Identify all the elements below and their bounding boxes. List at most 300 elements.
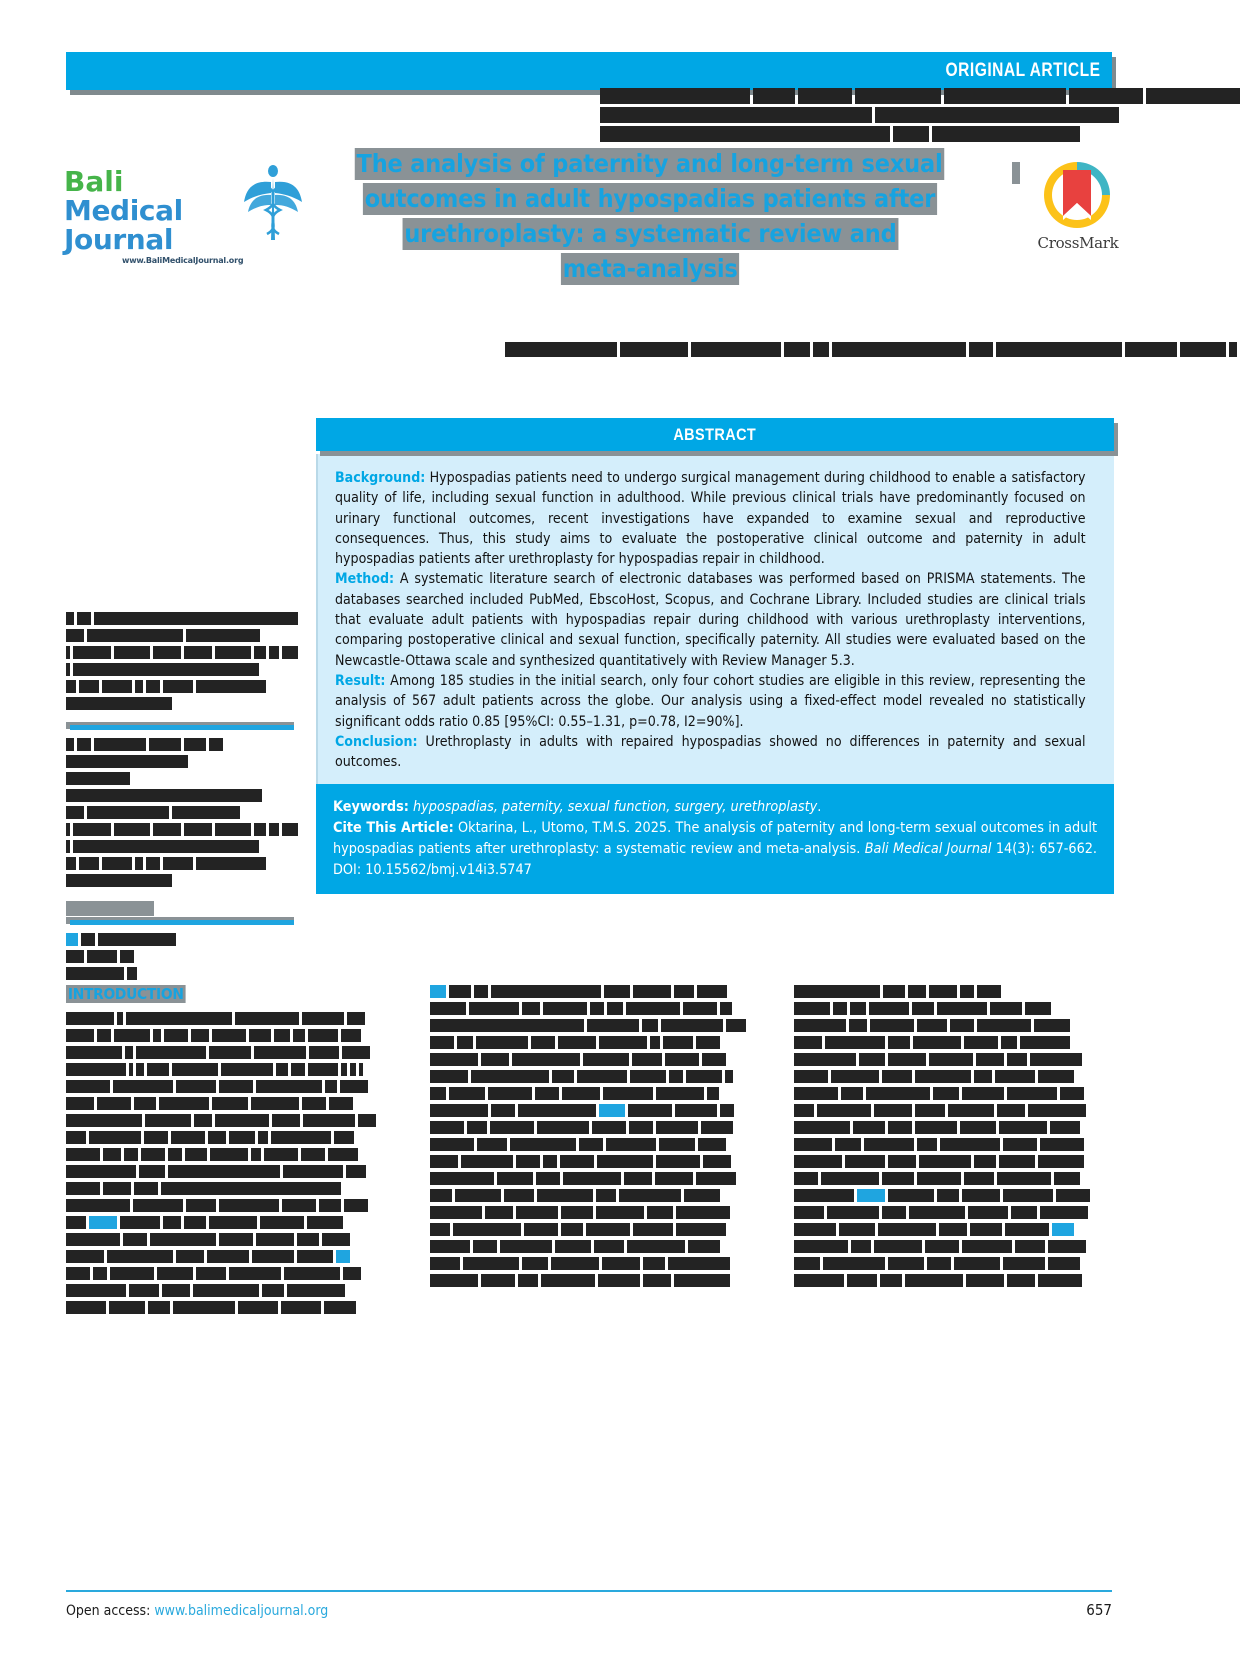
redacted-text-line [66, 1216, 386, 1229]
redacted-text-run [794, 1053, 856, 1066]
redacted-text-run [66, 806, 84, 819]
redacted-text-line [794, 1087, 1114, 1100]
redacted-text-run [254, 1046, 306, 1059]
redacted-text-line [66, 1131, 386, 1144]
redacted-text-run [284, 1267, 340, 1280]
redacted-text-run [869, 1002, 909, 1015]
redacted-text-run [647, 1206, 673, 1219]
abstract-conclusion-label: Conclusion: [335, 733, 418, 750]
author-list-redacted [505, 342, 905, 360]
redacted-text-run [73, 823, 111, 836]
redacted-text-line [794, 1274, 1114, 1287]
logo-url-text: www.BaliMedicalJournal.org [122, 255, 244, 265]
redacted-text-run [794, 1019, 846, 1032]
redacted-text-run [172, 806, 240, 819]
redacted-text-run [319, 1199, 341, 1212]
redacted-text-run [661, 1019, 723, 1032]
redacted-text-run [430, 1070, 468, 1083]
redacted-text-run [794, 1002, 830, 1015]
redacted-text-run [674, 1274, 730, 1287]
redacted-text-run [229, 1267, 281, 1280]
redacted-text-run [430, 1257, 460, 1270]
logo-word-medical-journal: Medical Journal [64, 194, 183, 257]
redacted-text-run [249, 1029, 271, 1042]
redacted-text-run [600, 107, 872, 123]
redacted-text-run [882, 1206, 906, 1219]
redacted-text-run [194, 1114, 212, 1127]
redacted-text-run [964, 1036, 998, 1049]
redacted-text-run [794, 1189, 854, 1202]
redacted-text-run [794, 985, 880, 998]
redacted-text-run [665, 1053, 699, 1066]
redacted-text-run [329, 1097, 353, 1110]
redacted-text-run [702, 1053, 726, 1066]
redacted-text-run [794, 1104, 814, 1117]
keywords-trailing: . [817, 799, 822, 816]
redacted-text-line [430, 1019, 750, 1032]
redacted-text-run [888, 1121, 912, 1134]
redacted-text-run [309, 1046, 339, 1059]
redacted-text-run [864, 1138, 914, 1151]
redacted-text-run [590, 1002, 604, 1015]
redacted-text-run [186, 629, 260, 642]
redacted-text-line [794, 1172, 1114, 1185]
open-access-line [66, 1603, 328, 1619]
redacted-text-run [150, 1233, 216, 1246]
redacted-text-run [209, 1046, 251, 1059]
redacted-text-run [962, 1087, 1004, 1100]
redacted-text-run [915, 1104, 945, 1117]
redacted-text-run [307, 1216, 343, 1229]
redacted-text-run [87, 629, 183, 642]
redacted-text-run [624, 1172, 652, 1185]
redacted-text-run [272, 1114, 300, 1127]
redacted-text-run [845, 1155, 885, 1168]
redacted-text-run [510, 1138, 576, 1151]
redacted-text-run [66, 1097, 94, 1110]
redacted-text-line [430, 1053, 750, 1066]
redacted-text-run [794, 1138, 832, 1151]
redacted-text-run [839, 1223, 875, 1236]
redacted-text-run [430, 1172, 494, 1185]
redacted-text-run [940, 1138, 1000, 1151]
redacted-text-line [430, 1138, 750, 1151]
redacted-text-run [874, 1240, 922, 1253]
redacted-text-run [87, 950, 117, 963]
redacted-text-line [430, 1240, 750, 1253]
redacted-text-run [970, 1223, 1002, 1236]
redacted-text-run [698, 1138, 726, 1151]
redacted-text-run [322, 1233, 350, 1246]
redacted-text-run [541, 1274, 595, 1287]
redacted-text-run [628, 1104, 672, 1117]
redacted-text-run [66, 1199, 130, 1212]
redacted-text-run [89, 1216, 117, 1229]
redacted-text-line [66, 874, 294, 887]
redacted-text-run [850, 1002, 866, 1015]
redacted-text-line [66, 663, 294, 676]
redacted-text-run [134, 1182, 158, 1195]
redacted-text-run [703, 1155, 731, 1168]
redacted-text-run [157, 1267, 193, 1280]
redacted-text-run [960, 1121, 996, 1134]
redacted-text-run [238, 1301, 278, 1314]
redacted-text-run [966, 1274, 1004, 1287]
redacted-text-run [831, 1070, 879, 1083]
redacted-text-run [1007, 1274, 1035, 1287]
redacted-text-run [344, 1199, 368, 1212]
redacted-text-run [500, 1240, 552, 1253]
redacted-text-run [481, 1053, 509, 1066]
redacted-text-run [184, 823, 212, 836]
redacted-text-run [66, 738, 74, 751]
redacted-text-run [149, 738, 181, 751]
open-access-label: Open access: [66, 1603, 151, 1619]
redacted-text-run [123, 1233, 147, 1246]
redacted-text-run [586, 1223, 630, 1236]
page-number: 657 [1086, 1601, 1112, 1619]
logo-word-bali: Bali [64, 165, 124, 198]
redacted-text-run [537, 1189, 593, 1202]
redacted-text-run [893, 126, 929, 142]
redacted-text-line [66, 967, 294, 980]
redacted-text-run [833, 1002, 847, 1015]
redacted-text-line [794, 1257, 1114, 1270]
redacted-text-run [282, 823, 298, 836]
redacted-text-run [235, 1012, 299, 1025]
redacted-text-run [147, 1063, 169, 1076]
redacted-text-run [909, 1206, 965, 1219]
redacted-text-run [209, 1216, 257, 1229]
redacted-text-run [1015, 1240, 1045, 1253]
redacted-text-run [725, 1070, 733, 1083]
redacted-text-run [488, 1087, 532, 1100]
abstract-body [316, 454, 1114, 784]
redacted-text-run [512, 1053, 580, 1066]
redacted-text-run [491, 985, 601, 998]
redacted-text-line [600, 107, 1114, 123]
redacted-text-run [794, 1155, 842, 1168]
redacted-text-run [827, 1206, 879, 1219]
redacted-text-run [587, 1019, 639, 1032]
introduction-heading: INTRODUCTION [67, 985, 184, 1003]
redacted-text-run [847, 1274, 877, 1287]
redacted-text-run [196, 857, 266, 870]
redacted-text-run [1030, 1053, 1082, 1066]
redacted-text-run [696, 1036, 720, 1049]
redacted-text-run [794, 1274, 844, 1287]
redacted-text-run [855, 88, 941, 104]
redacted-text-run [813, 342, 829, 357]
abstract-header-bar [316, 418, 1114, 451]
redacted-text-line [430, 985, 750, 998]
redacted-text-line [430, 1257, 750, 1270]
redacted-text-run [691, 342, 781, 357]
redacted-text-run [334, 1131, 354, 1144]
redacted-text-run [600, 126, 890, 142]
redacted-text-run [229, 1131, 255, 1144]
redacted-text-run [114, 646, 150, 659]
redacted-text-run [870, 1019, 914, 1032]
redacted-text-run [66, 1182, 100, 1195]
redacted-text-run [430, 1019, 584, 1032]
redacted-text-line [66, 697, 294, 710]
keywords-label: Keywords: [333, 799, 409, 816]
redacted-text-run [256, 1233, 294, 1246]
redacted-text-run [821, 1172, 879, 1185]
redacted-text-run [159, 1097, 209, 1110]
redacted-text-run [258, 1131, 268, 1144]
redacted-text-run [583, 1053, 629, 1066]
redacted-text-run [139, 1165, 165, 1178]
redacted-text-run [977, 985, 1001, 998]
redacted-text-run [127, 967, 137, 980]
redacted-text-run [107, 1250, 173, 1263]
redacted-text-run [1003, 1257, 1045, 1270]
redacted-text-line [430, 1206, 750, 1219]
redacted-text-run [688, 1240, 720, 1253]
redacted-text-run [633, 1223, 673, 1236]
redacted-text-line [66, 806, 294, 819]
redacted-text-line [66, 1233, 386, 1246]
redacted-text-run [282, 646, 298, 659]
redacted-text-line [66, 1199, 386, 1212]
redacted-text-run [626, 1002, 680, 1015]
redacted-text-run [1038, 1274, 1082, 1287]
redacted-text-run [505, 342, 617, 357]
redacted-text-run [474, 985, 488, 998]
redacted-text-run [196, 1267, 226, 1280]
redacted-text-line [794, 1223, 1114, 1236]
redacted-text-run [659, 1138, 695, 1151]
redacted-text-run [619, 1189, 681, 1202]
redacted-text-run [308, 1063, 338, 1076]
redacted-text-run [342, 1046, 370, 1059]
redacted-text-run [875, 107, 1119, 123]
redacted-text-run [297, 1250, 333, 1263]
redacted-text-line [794, 1053, 1114, 1066]
redacted-text-run [841, 1087, 863, 1100]
redacted-text-run [598, 1274, 640, 1287]
cite-text-part-1: Oktarina, L., Utomo, T.M.S. 2025. The analysis of paternity and long-term sexual outcomes in adult hypospadias patients after urethroplasty: a systematic review and meta-analysis. [333, 820, 1097, 857]
redacted-text-run [162, 1284, 190, 1297]
redacted-text-run [346, 1165, 366, 1178]
redacted-text-run [455, 1189, 501, 1202]
redacted-text-run [683, 1002, 717, 1015]
redacted-text-run [925, 1240, 959, 1253]
redacted-text-run [825, 1036, 885, 1049]
redacted-text-run [917, 1172, 961, 1185]
introduction-paragraph-redacted [66, 1012, 386, 1314]
redacted-text-run [325, 1080, 337, 1093]
redacted-text-line [430, 1002, 750, 1015]
redacted-text-run [79, 857, 99, 870]
redacted-text-run [1069, 88, 1143, 104]
redacted-text-line [66, 612, 294, 625]
redacted-text-run [675, 1104, 717, 1117]
redacted-text-run [686, 1070, 722, 1083]
redacted-text-run [94, 738, 146, 751]
redacted-text-run [176, 1080, 216, 1093]
abstract-background-paragraph [335, 468, 1086, 569]
redacted-text-run [347, 1012, 365, 1025]
redacted-text-run [126, 1012, 232, 1025]
redacted-text-run [516, 1155, 540, 1168]
redacted-text-run [558, 1036, 596, 1049]
abstract-method-paragraph [335, 569, 1086, 670]
redacted-text-run [66, 1029, 94, 1042]
redacted-text-line [794, 1155, 1114, 1168]
redacted-text-run [888, 1053, 926, 1066]
redacted-text-run [196, 680, 266, 693]
redacted-text-line [66, 1097, 386, 1110]
redacted-text-run [551, 1257, 599, 1270]
redacted-text-run [594, 1240, 624, 1253]
redacted-text-run [794, 1070, 828, 1083]
redacted-text-line [66, 1080, 386, 1093]
redacted-text-run [917, 1138, 937, 1151]
redacted-text-run [794, 1087, 838, 1100]
redacted-text-run [144, 1131, 168, 1144]
redacted-text-run [343, 1267, 361, 1280]
redacted-text-run [341, 1063, 347, 1076]
top-header-bar [66, 52, 1112, 90]
redacted-text-run [524, 1223, 558, 1236]
redacted-text-run [124, 1148, 138, 1161]
redacted-text-run [798, 88, 852, 104]
redacted-text-run [430, 985, 446, 998]
redacted-text-line [794, 1036, 1114, 1049]
redacted-text-run [66, 950, 84, 963]
redacted-text-run [453, 1223, 521, 1236]
redacted-text-run [596, 1189, 616, 1202]
redacted-text-run [701, 1121, 733, 1134]
redacted-text-run [359, 1063, 363, 1076]
redacted-text-run [849, 1019, 867, 1032]
body-columns [66, 985, 1114, 1515]
abstract-method-label: Method: [335, 571, 395, 588]
redacted-text-run [66, 874, 172, 887]
redacted-text-line [430, 1087, 750, 1100]
redacted-text-run [291, 1063, 305, 1076]
redacted-text-run [274, 1029, 290, 1042]
redacted-text-run [473, 1240, 497, 1253]
abstract-conclusion-text: Urethroplasty in adults with repaired hypospadias showed no differences in paternity and sexual outcomes. [335, 733, 1086, 771]
redacted-text-run [912, 1002, 934, 1015]
redacted-text-run [1020, 1036, 1070, 1049]
redacted-text-run [269, 823, 279, 836]
redacted-text-run [212, 1097, 248, 1110]
redacted-text-run [1038, 1070, 1074, 1083]
redacted-text-line [430, 1223, 750, 1236]
redacted-text-run [531, 1036, 555, 1049]
redacted-text-run [603, 1087, 653, 1100]
redacted-text-run [430, 1155, 458, 1168]
redacted-text-run [1038, 1155, 1084, 1168]
redacted-text-run [66, 1063, 126, 1076]
redacted-text-run [358, 1114, 376, 1127]
redacted-text-run [430, 1002, 466, 1015]
redacted-text-run [113, 1080, 173, 1093]
keywords-citation-band [316, 784, 1114, 894]
redacted-text-run [221, 1063, 273, 1076]
redacted-text-run [974, 1155, 996, 1168]
redacted-text-run [297, 1233, 319, 1246]
redacted-text-run [66, 1012, 114, 1025]
redacted-text-run [148, 1301, 170, 1314]
redacted-text-run [720, 1104, 734, 1117]
redacted-text-run [66, 772, 130, 785]
redacted-text-run [430, 1189, 452, 1202]
redacted-text-run [163, 680, 193, 693]
redacted-text-run [219, 1199, 279, 1212]
redacted-text-run [449, 985, 471, 998]
redacted-text-run [950, 1019, 974, 1032]
redacted-text-run [469, 1002, 519, 1015]
redacted-text-line [66, 1148, 386, 1161]
redacted-text-run [461, 1155, 513, 1168]
redacted-text-run [853, 1121, 885, 1134]
redacted-text-run [66, 823, 70, 836]
email-link-redacted[interactable] [66, 901, 154, 916]
article-title [300, 148, 1000, 288]
redacted-text-run [282, 1199, 316, 1212]
redacted-text-run [915, 1121, 957, 1134]
journal-url-link[interactable]: www.balimedicaljournal.org [154, 1603, 329, 1619]
redacted-text-run [1034, 1019, 1070, 1032]
redacted-text-run [66, 663, 70, 676]
redacted-text-line [66, 1250, 386, 1263]
redacted-text-line [66, 1165, 386, 1178]
redacted-text-run [674, 985, 694, 998]
redacted-text-run [996, 342, 1122, 357]
redacted-text-line [794, 1189, 1114, 1202]
redacted-text-line [430, 1121, 750, 1134]
redacted-text-run [632, 1053, 662, 1066]
abstract-background-label: Background: [335, 470, 426, 486]
caduceus-icon [242, 162, 304, 248]
redacted-text-run [110, 1267, 154, 1280]
redacted-text-run [186, 1199, 216, 1212]
cite-label: Cite This Article: [333, 820, 454, 837]
redacted-text-run [888, 1257, 924, 1270]
redacted-text-line [794, 1206, 1114, 1219]
redacted-text-run [173, 1301, 235, 1314]
redacted-text-run [929, 985, 957, 998]
redacted-text-run [1229, 342, 1237, 357]
redacted-text-run [490, 1121, 534, 1134]
body-column-2 [430, 985, 750, 1291]
redacted-text-run [999, 1155, 1035, 1168]
redacted-text-run [66, 697, 172, 710]
redacted-text-run [430, 1087, 446, 1100]
redacted-text-line [66, 646, 294, 659]
redacted-text-run [650, 1036, 660, 1049]
redacted-text-run [543, 1002, 587, 1015]
crossmark-badge[interactable] [1030, 158, 1126, 266]
abstract-header [316, 418, 1114, 454]
redacted-text-run [171, 1131, 205, 1144]
redacted-text-run [102, 857, 132, 870]
redacted-text-run [669, 1070, 683, 1083]
redacted-text-run [602, 1257, 640, 1270]
corresponding-author-email[interactable] [66, 899, 294, 917]
redacted-text-line [66, 1284, 386, 1297]
redacted-text-run [1180, 342, 1226, 357]
redacted-text-run [153, 646, 181, 659]
redacted-text-run [161, 1182, 341, 1195]
redacted-text-run [1056, 1189, 1090, 1202]
